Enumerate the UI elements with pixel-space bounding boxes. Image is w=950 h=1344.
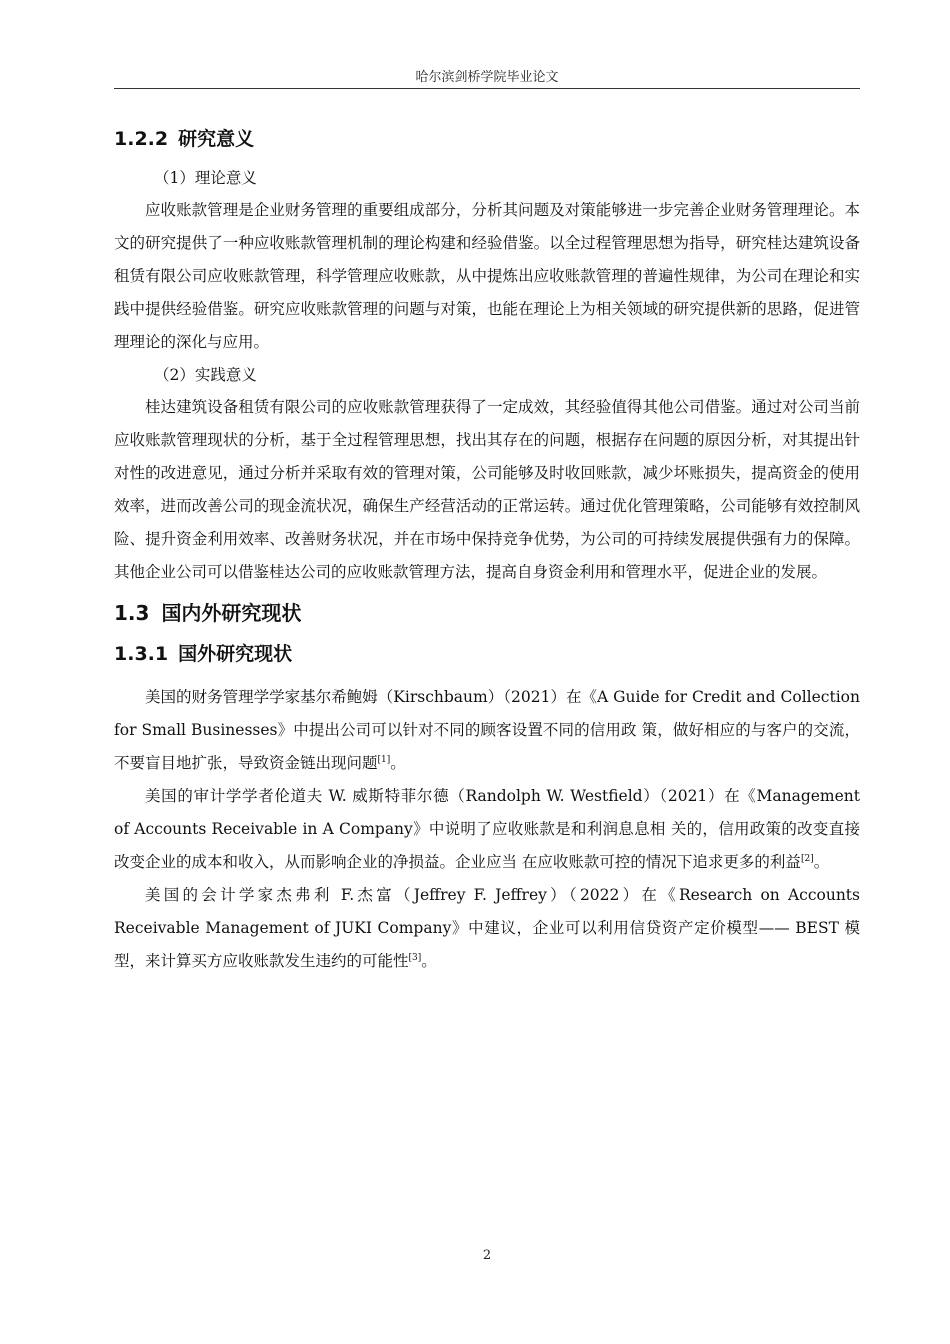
- running-header: 哈尔滨剑桥学院毕业论文: [415, 70, 559, 85]
- paragraph-kirschbaum: [114, 681, 860, 780]
- paragraph-end: 。: [813, 853, 830, 871]
- paragraph-end: 。: [421, 952, 437, 970]
- citation-ref: [2]: [800, 853, 814, 864]
- paragraph-text: 美国的审计学学者伦道夫 W. 威斯特菲尔德（Randolph W. Westfield）（2021）在《Management of Accounts Receivable in A Company》中说明了应收账款是和利润息息相 关的，信用政策的改变直接改变企业的成本和收入，从而影响企业的净损益。企业应当 在应收账款可控的情况下追求更多的利益: [114, 787, 860, 871]
- paragraph-westfield: [114, 780, 860, 879]
- paragraph-theory: 应收账款管理是企业财务管理的重要组成部分，分析其问题及对策能够进一步完善企业财务管理理论。本文的研究提供了一种应收账款管理机制的理论构建和经验借鉴。以全过程管理思想为指导，研究桂达建筑设备租赁有限公司应收账款管理，科学管理应收账款，从中提炼出应收账款管理的普遍性规律，为公司在理论和实践中提供经验借鉴。研究应收账款管理的问题与对策，也能在理论上为相关领域的研究提供新的思路，促进管理理论的深化与应用。: [114, 201, 860, 351]
- page-body: [114, 122, 860, 978]
- subheading-practice: （2）实践意义: [154, 366, 257, 384]
- paragraph-jeffrey: [114, 879, 860, 978]
- page-number: 2: [482, 1248, 492, 1263]
- subheading-theory: （1）理论意义: [154, 169, 257, 187]
- section-heading-1-3: [114, 595, 860, 631]
- section-title: 研究意义: [178, 128, 255, 150]
- section-number: 1.2.2: [114, 128, 169, 150]
- section-heading-1-3-1: [114, 637, 860, 671]
- paragraph-text: 美国的会计学家杰弗利 F.杰富（Jeffrey F. Jeffrey）（2022）在《Research on Accounts Receivable Management of JUKI Company》中建议，企业可以利用信贷资产定价模型—— BEST 模型，来计算买方应收账款发生违约的可能性: [114, 886, 860, 970]
- paragraph-practice: 桂达建筑设备租赁有限公司的应收账款管理获得了一定成效，其经验值得其他公司借鉴。通过对公司当前应收账款管理现状的分析，基于全过程管理思想，找出其存在的问题，根据存在问题的原因分析，对其提出针对性的改进意见，通过分析并采取有效的管理对策，公司能够及时收回账款，减少坏账损失，提高资金的使用效率，进而改善公司的现金流状况，确保生产经营活动的正常运转。通过优化管理策略，公司能够有效控制风险、提升资金利用效率、改善财务状况，并在市场中保持竞争优势，为公司的可持续发展提供强有力的保障。其他企业公司可以借鉴桂达公司的应收账款管理方法，提高自身资金利用和管理水平，促进企业的发展。: [114, 398, 860, 581]
- section-number: 1.3.1: [114, 643, 169, 665]
- section-title: 国外研究现状: [178, 643, 293, 665]
- citation-ref: [1]: [377, 754, 391, 765]
- section-heading-1-2-2: [114, 122, 860, 156]
- citation-ref: [3]: [408, 952, 422, 963]
- section-number: 1.3: [114, 601, 150, 625]
- header-rule: [114, 88, 860, 89]
- paragraph-text: 美国的财务管理学学家基尔希鲍姆（Kirschbaum）（2021）在《A Guide for Credit and Collection for Small Businesses》中提出公司可以针对不同的顾客设置不同的信用政 策，做好相应的与客户的交流，不要盲目地扩张，导致资金链出现问题: [114, 688, 860, 772]
- spacer: [114, 671, 860, 681]
- section-title: 国内外研究现状: [161, 601, 302, 625]
- paragraph-end: 。: [390, 754, 406, 772]
